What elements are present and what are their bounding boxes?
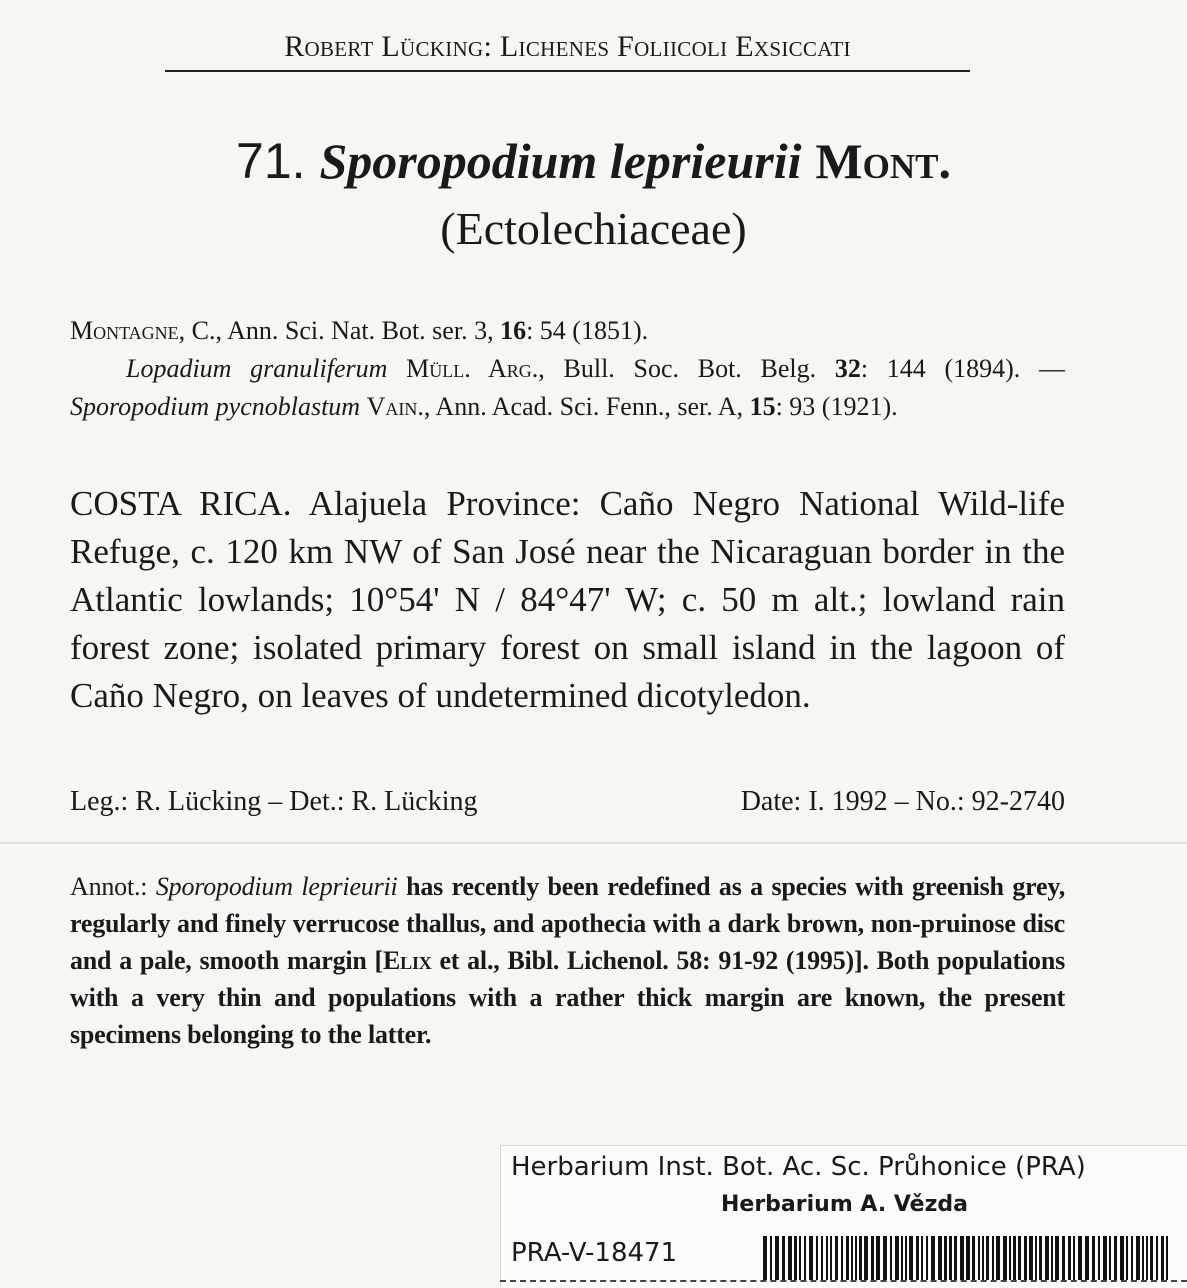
date-number: Date: I. 1992 – No.: 92-2740 [740, 786, 1065, 817]
herbarium-label [500, 1145, 1187, 1288]
annotation-cite-volume: 58 [676, 946, 703, 975]
synonym-1-page: : 144 (1894). — [860, 354, 1066, 383]
synonym-1-name: Lopadium granuliferum [126, 354, 388, 383]
collection-line [70, 786, 1065, 818]
family-name: (Ectolechiaceae) [440, 203, 747, 254]
synonyms-citation [70, 350, 1065, 426]
annotation-label: Annot.: [70, 872, 156, 901]
locality-description: COSTA RICA. Alajuela Province: Caño Negro National Wild-life Refuge, c. 120 km NW of San José near the Nicaraguan border in the Atlantic lowlands; 10°54' N / 84°47' W; c. 50 m alt.; lowland rain forest zone; isolated primary forest on small island in the lagoon of Caño Negro, on leaves of undetermined dicotyledon. [70, 484, 1065, 715]
nomenclature-block [70, 312, 1065, 426]
species-author: Mont. [815, 133, 951, 189]
basionym-citation [70, 312, 1065, 350]
species-title [0, 132, 1187, 190]
synonym-2-author: Vain. [366, 392, 424, 421]
synonym-2-name: Sporopodium pycnoblastum [70, 392, 361, 421]
herbarium-collection: Herbarium A. Vězda [720, 1192, 968, 1217]
synonym-1-volume: 32 [834, 354, 861, 383]
annotation-text-b: et al., Bibl. Lichenol. [431, 946, 677, 975]
annotation-block [70, 868, 1065, 1053]
herbarium-institution: Herbarium Inst. Bot. Ac. Sc. Průhonice (PRA) [511, 1152, 1086, 1182]
fold-line [0, 842, 1187, 844]
annotation-text-a: has recently been redefined as a species with greenish grey, regularly and finely verrucose thallus, and apothecia with a dark brown, non-pruinose disc and a pale, smooth margin [ [70, 872, 1066, 975]
synonym-1-author: Müll. Arg. [406, 354, 539, 383]
basionym-ref: , Ann. Sci. Nat. Bot. ser. 3, [215, 316, 501, 345]
synonym-2-ref: , Ann. Acad. Sci. Fenn., ser. A, [423, 392, 750, 421]
species-name: Sporopodium leprieurii [319, 133, 802, 189]
cut-line [500, 1280, 1187, 1282]
specimen-code: PRA-V-18471 [511, 1238, 678, 1268]
annotation-text-c: : 91-92 (1995)]. Both populations with a very thin and populations with a rather thick margin are known, the present specimens belonging to the latter. [70, 946, 1066, 1049]
synonym-1-ref: , Bull. Soc. Bot. Belg. [538, 354, 835, 383]
synonym-2-page: : 93 (1921). [775, 392, 898, 421]
annotation-species: Sporopodium leprieurii [155, 872, 398, 901]
exsiccate-number: 71. [236, 133, 306, 189]
barcode-icon [763, 1236, 1168, 1280]
collector-determiner: Leg.: R. Lücking – Det.: R. Lücking [70, 786, 478, 817]
basionym-page: : 54 (1851). [526, 316, 649, 345]
basionym-author: Montagne, C. [70, 316, 216, 345]
series-header: Robert Lücking: Lichenes Foliicoli Exsiccati [165, 30, 970, 72]
annotation-cite-author: Elix [383, 946, 432, 975]
synonym-2-volume: 15 [749, 392, 776, 421]
basionym-volume: 16 [500, 316, 527, 345]
